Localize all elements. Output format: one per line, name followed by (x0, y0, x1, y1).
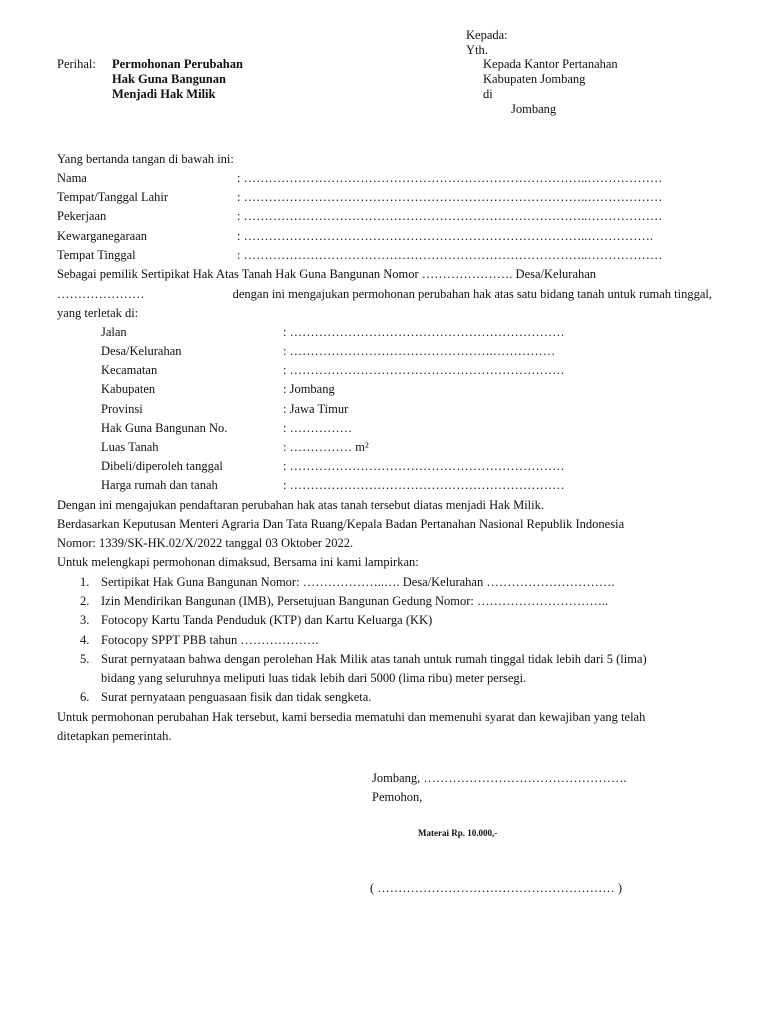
recipient-line-3: di (483, 87, 493, 101)
field-value: : …………… (283, 421, 353, 435)
closing-line-1: Untuk permohonan perubahan Hak tersebut, kami bersedia mematuhi dan memenuhi syarat dan kewajiban yang telah (57, 710, 646, 724)
field-value: : ………………………………………………………… (283, 325, 565, 339)
field-label: Jalan (101, 325, 127, 339)
list-number: 1. (80, 575, 90, 589)
field-label: Kecamatan (101, 363, 158, 377)
field-label: Tempat/Tanggal Lahir (57, 190, 169, 204)
list-text: Sertipikat Hak Guna Bangunan Nomor: ………………..…. Desa/Kelurahan …………………………. (101, 575, 615, 589)
signature-place-date: Jombang, …………………………………………. (372, 771, 627, 785)
field-value: : ………………………………………………………………………..……………… (237, 171, 663, 185)
field-value: : Jombang (283, 382, 335, 396)
list-number: 6. (80, 690, 90, 704)
closing-line-2: ditetapkan pemerintah. (57, 729, 172, 743)
field-value: : ………………………………………………………………………..……………… (237, 209, 663, 223)
paragraph-keputusan-2: Nomor: 1339/SK-HK.02/X/2022 tanggal 03 Oktober 2022. (57, 536, 354, 550)
intro-text: Yang bertanda tangan di bawah ini: (57, 152, 234, 166)
field-value: : Jawa Timur (283, 402, 349, 416)
field-label: Kabupaten (101, 382, 156, 396)
list-text: Fotocopy Kartu Tanda Penduduk (KTP) dan Kartu Keluarga (KK) (101, 613, 433, 627)
perihal-line-2: Hak Guna Bangunan (112, 72, 226, 86)
list-number: 4. (80, 633, 90, 647)
list-text: bidang yang seluruhnya meliputi luas tidak lebih dari 5000 (lima ribu) meter persegi. (101, 671, 527, 685)
list-number: 3. (80, 613, 90, 627)
perihal-line-1: Permohonan Perubahan (112, 57, 243, 71)
ownership-line-3: yang terletak di: (57, 306, 139, 320)
field-label: Desa/Kelurahan (101, 344, 182, 358)
field-label: Luas Tanah (101, 440, 159, 454)
field-value: : ………………………………………………………………………..……………… (237, 248, 663, 262)
field-label: Harga rumah dan tanah (101, 478, 218, 492)
list-number: 2. (80, 594, 90, 608)
field-label: Provinsi (101, 402, 143, 416)
signature-role: Pemohon, (372, 790, 423, 804)
kepada-label: Kepada: (466, 28, 508, 42)
field-value: : ………………………………………………………… (283, 363, 565, 377)
ownership-line-1: Sebagai pemilik Sertipikat Hak Atas Tanah Hak Guna Bangunan Nomor …………………. Desa/Kelurahan (57, 267, 597, 281)
list-text: Surat pernyataan penguasaan fisik dan tidak sengketa. (101, 690, 372, 704)
recipient-line-1: Kepada Kantor Pertanahan (483, 57, 618, 71)
ownership-line-2-text: dengan ini mengajukan permohonan perubahan hak atas satu bidang tanah untuk rumah tinggal, (232, 287, 712, 301)
field-label: Tempat Tinggal (57, 248, 136, 262)
field-label: Dibeli/diperoleh tanggal (101, 459, 223, 473)
ownership-line-2 (57, 287, 712, 302)
field-label: Nama (57, 171, 87, 185)
list-text: Surat pernyataan bahwa dengan perolehan Hak Milik atas tanah untuk rumah tinggal tidak lebih dari 5 (lima) (101, 652, 647, 666)
field-value: : ………………………………………………………… (283, 459, 565, 473)
paragraph-lampiran: Untuk melengkapi permohonan dimaksud, Bersama ini kami lampirkan: (57, 555, 419, 569)
field-label: Hak Guna Bangunan No. (101, 421, 228, 435)
perihal-label: Perihal: (57, 57, 96, 71)
field-value: : …………… m² (283, 440, 369, 454)
paragraph-pendaftaran: Dengan ini mengajukan pendaftaran perubahan hak atas tanah tersebut diatas menjadi Hak Milik. (57, 498, 544, 512)
paragraph-keputusan-1: Berdasarkan Keputusan Menteri Agraria Dan Tata Ruang/Kepala Badan Pertanahan Nasional Republik Indonesia (57, 517, 625, 531)
recipient-line-4: Jombang (511, 102, 557, 116)
list-text: Izin Mendirikan Bangunan (IMB), Persetujuan Bangunan Gedung Nomor: ………………………….. (101, 594, 609, 608)
yth-label: Yth. (466, 43, 488, 57)
recipient-line-2: Kabupaten Jombang (483, 72, 586, 86)
field-value: : ………………………………………………………… (283, 478, 565, 492)
field-value: : ………………………………………………………………………..……………… (237, 190, 663, 204)
materai-label: Materai Rp. 10.000,- (418, 828, 498, 838)
ownership-line-2-dots: ………………… (57, 287, 145, 301)
perihal-line-3: Menjadi Hak Milik (112, 87, 216, 101)
signature-name-line: ( ………………………………………………… ) (370, 881, 623, 895)
field-label: Pekerjaan (57, 209, 107, 223)
list-number: 5. (80, 652, 90, 666)
field-value: : ………………………………………………………………………..……………. (237, 229, 653, 243)
field-value: : ………………………………………….…………… (283, 344, 556, 358)
list-text: Fotocopy SPPT PBB tahun ………………. (101, 633, 319, 647)
field-label: Kewarganegaraan (57, 229, 147, 243)
